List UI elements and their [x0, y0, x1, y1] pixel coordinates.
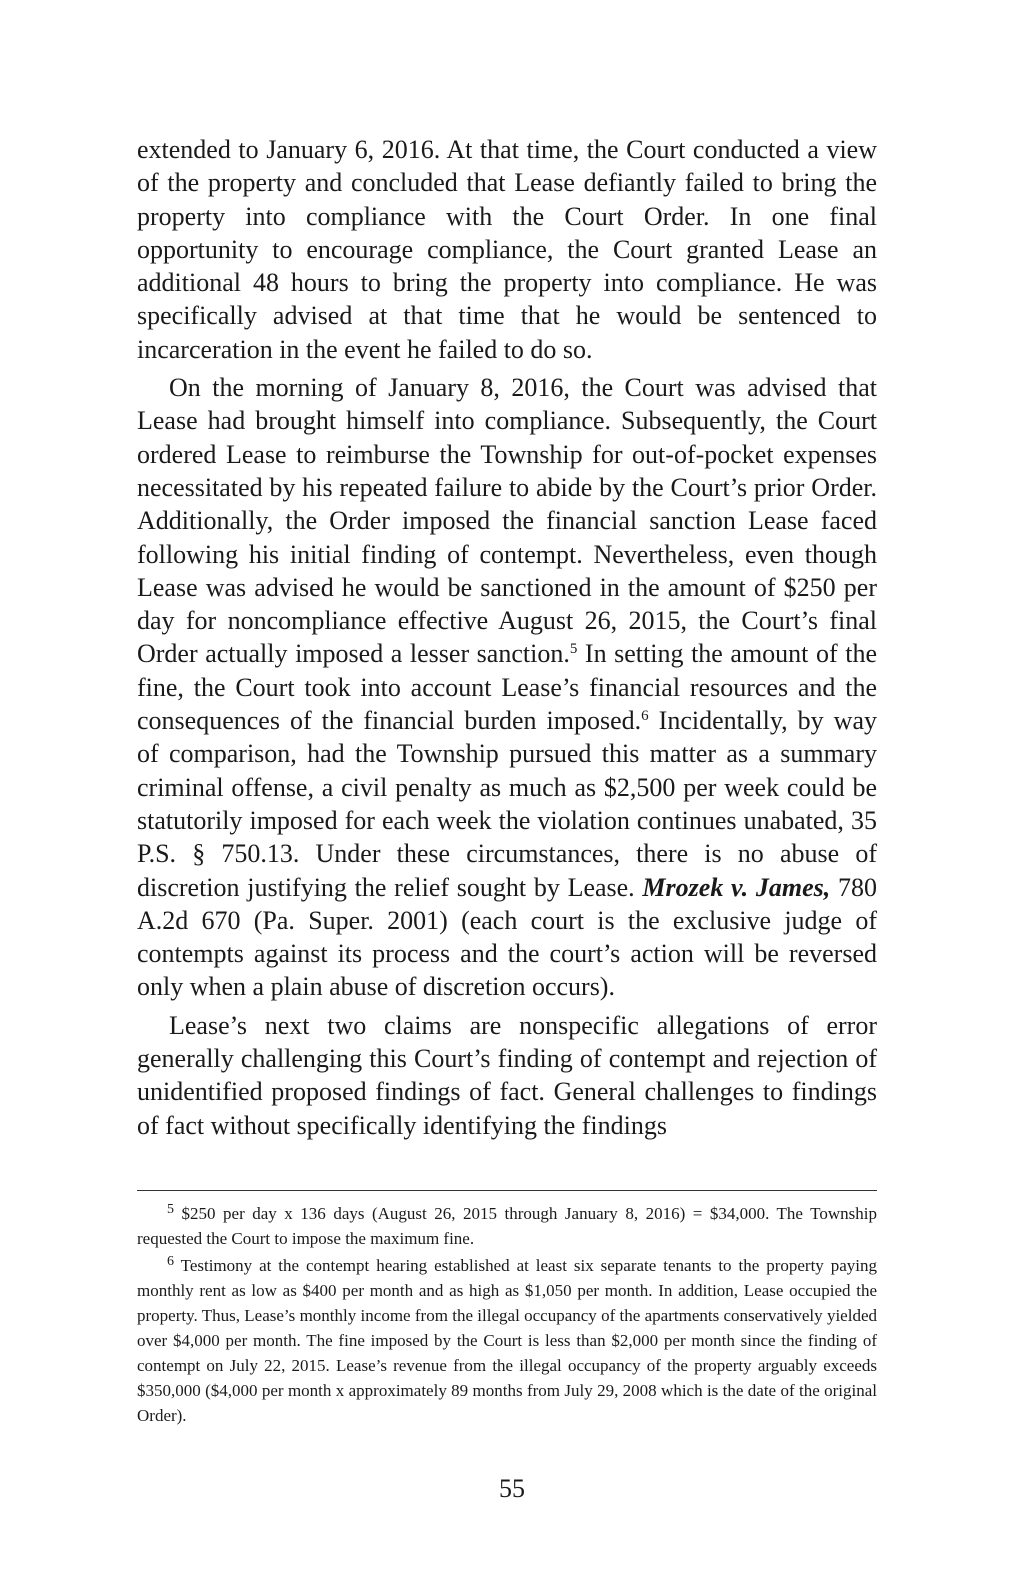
footnote-text: Testimony at the contempt hearing established at least six separate tenants to the property paying monthly rent as low as $400 per month and as high as $1,050 per month. In addition, Lease occupied the property. Thus, Lease’s monthly income from the illegal occupancy of the apartments conservatively yielded over $4,000 per month. The fine imposed by the Court is less than $2,000 per month since the finding of contempt on July 22, 2015. Lease’s revenue from the illegal occupancy of the property arguably exceeds $350,000 ($4,000 per month x approximately 89 months from July 29, 2008 which is the date of the original Order).	[137, 1256, 877, 1425]
paragraph-text: Incidentally, by way of comparison, had the Township pursued this matter as a summary criminal offense, a civil penalty as much as $2,500 per week could be statutorily imposed for each week the violation continues unabated, 35 P.S. § 750.13. Under these circumstances, there is no abuse of discretion justifying the relief sought by Lease.	[137, 706, 877, 902]
footnote-divider	[137, 1190, 877, 1191]
paragraph-next-claims	[137, 1009, 877, 1142]
page-body	[137, 133, 877, 1142]
paragraph-continuation	[137, 133, 877, 366]
page-number: 55	[499, 1474, 525, 1503]
footnote-marker: 6	[167, 1254, 174, 1269]
footnote-ref-5[interactable]: 5	[569, 641, 578, 658]
footnote-6	[137, 1253, 877, 1428]
case-citation: Mrozek v. James,	[642, 872, 831, 902]
paragraph-text: On the morning of January 8, 2016, the Court was advised that Lease had brought himself into compliance. Subsequently, the Court ordered Lease to reimburse the Township for out-of-pocket expenses necessitated by his repeated failure to abide by the Court’s prior Order. Additionally, the Order imposed the financial sanction Lease faced following his initial finding of contempt. Nevertheless, even though Lease was advised he would be sanctioned in the amount of $250 per day for noncompliance effective August 26, 2015, the Court’s final Order actually imposed a lesser sanction.	[137, 373, 877, 669]
footnote-ref-6[interactable]: 6	[641, 708, 649, 725]
paragraph-text: 780 A.2d 670 (Pa. Super. 2001) (each court is the exclusive judge of contempts against its process and the court’s action will be reversed only when a plain abuse of discretion occurs).	[137, 872, 877, 1002]
footnote-5	[137, 1201, 877, 1251]
footnotes	[137, 1201, 877, 1428]
footnote-text: $250 per day x 136 days (August 26, 2015 through January 8, 2016) = $34,000. The Township requested the Court to impose the maximum fine.	[137, 1204, 877, 1248]
paragraph-sanction	[137, 371, 877, 1004]
paragraph-text: Lease’s next two claims are nonspecific allegations of error generally challenging this Court’s finding of contempt and rejection of unidentified proposed findings of fact. General challenges to findings of fact without specifically identifying the findings	[137, 1010, 877, 1140]
paragraph-text: In setting the amount of the fine, the Court took into account Lease’s financial resources and the consequences of the financial burden imposed.	[137, 639, 877, 736]
paragraph-text: extended to January 6, 2016. At that time, the Court conducted a view of the property and concluded that Lease defiantly failed to bring the property into compliance with the Court Order. In one final opportunity to encourage compliance, the Court granted Lease an additional 48 hours to bring the property into compliance. He was specifically advised at that time that he would be sentenced to incarceration in the event he failed to do so.	[137, 135, 877, 364]
footnote-marker: 5	[167, 1202, 174, 1217]
